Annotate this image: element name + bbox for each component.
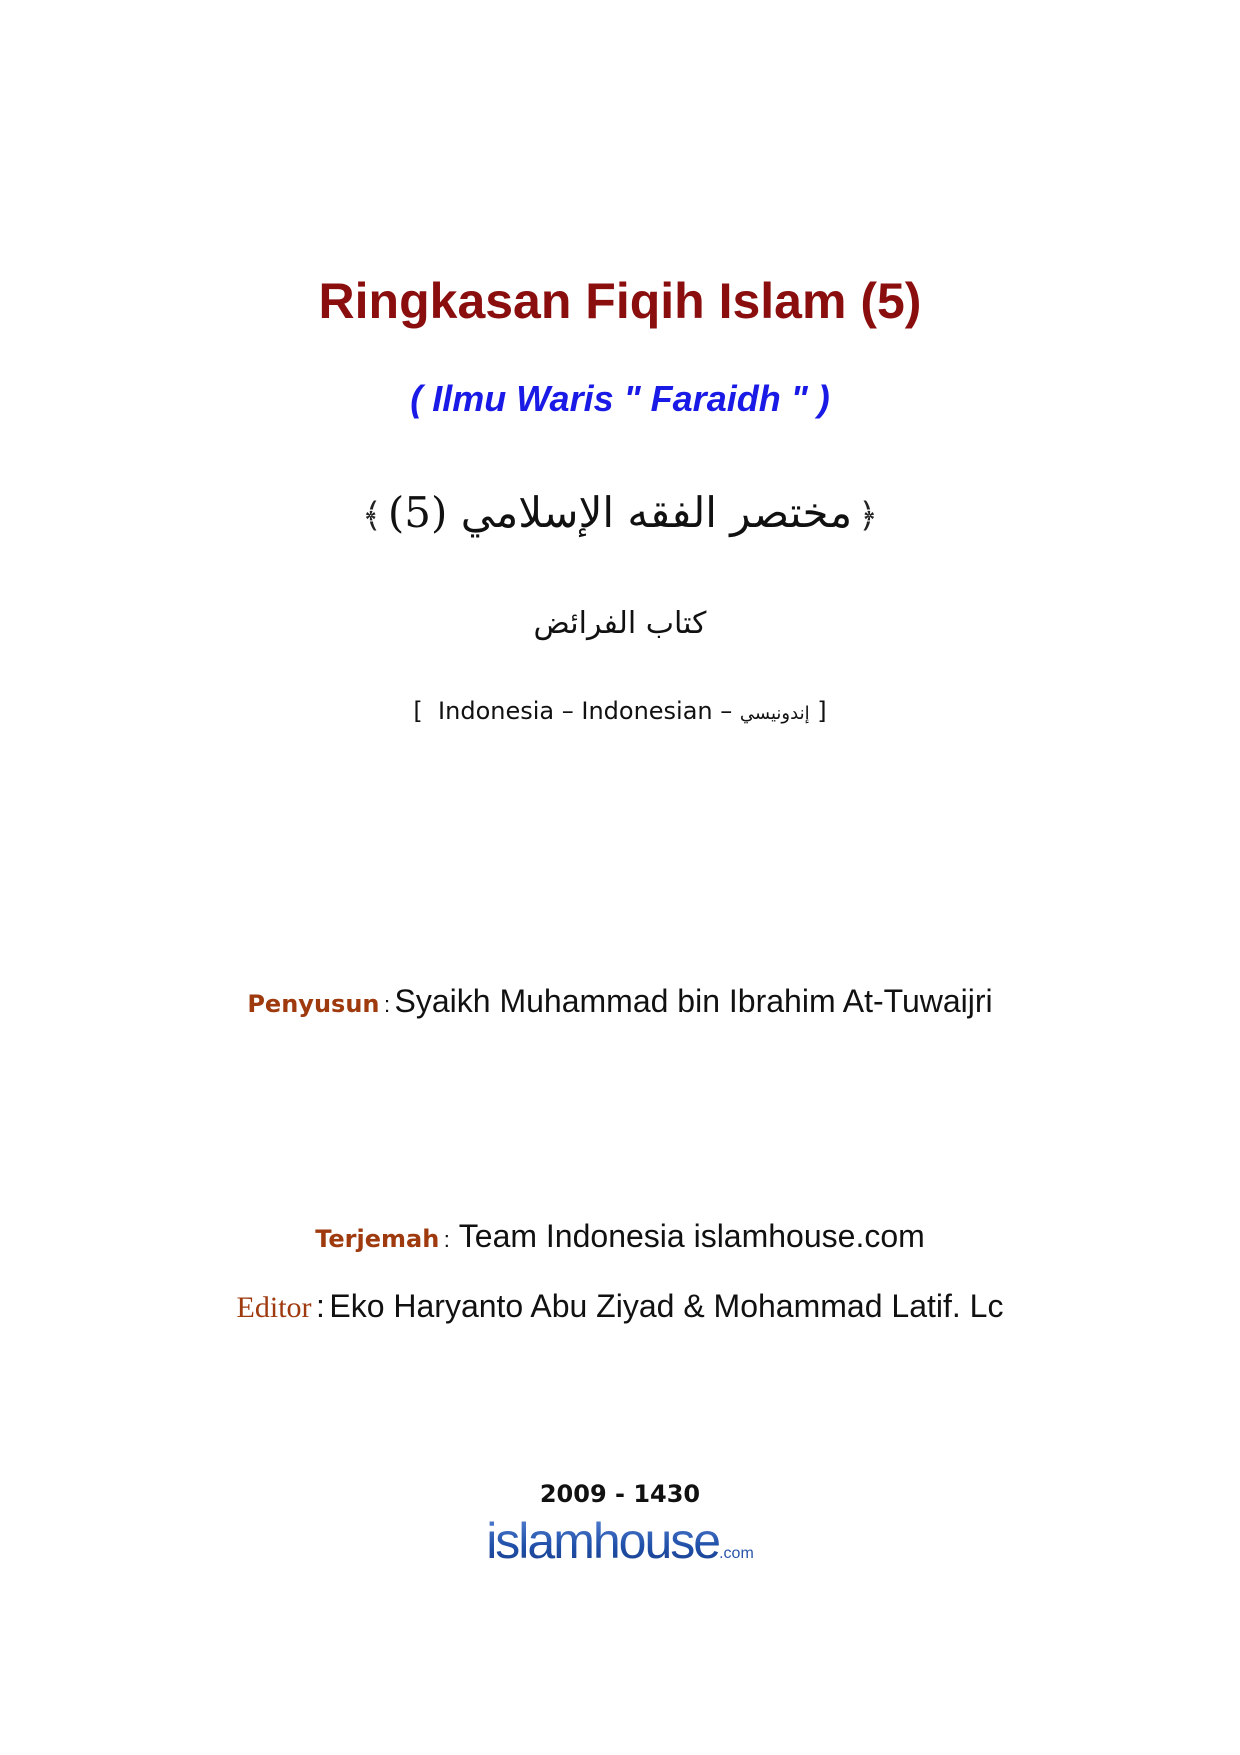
translator-name: Team Indonesia islamhouse.com — [458, 1218, 925, 1254]
open-bracket: [ — [413, 697, 423, 725]
book-subtitle: ( Ilmu Waris " Faraidh " ) — [410, 378, 830, 419]
arabic-subtitle: كتاب الفرائض — [533, 606, 707, 641]
arabic-title-text: مختصر الفقه الإسلامي (5) — [387, 488, 853, 537]
book-title: Ringkasan Fiqih Islam (5) — [318, 273, 922, 329]
author-name: Syaikh Muhammad bin Ibrahim At-Tuwaijri — [394, 983, 993, 1019]
editor-name: Eko Haryanto Abu Ziyad & Mohammad Latif. Lc — [329, 1288, 1004, 1324]
logo-tld: .com — [719, 1545, 754, 1562]
islamhouse-logo — [0, 1512, 1240, 1570]
translator-label: Terjemah — [315, 1225, 440, 1253]
logo-wordmark: islamhouse — [486, 1513, 720, 1569]
language-line — [0, 697, 1240, 725]
author-separator: : — [383, 992, 391, 1017]
author-label: Penyusun — [247, 990, 380, 1018]
editor-credit — [0, 1288, 1240, 1325]
translator-separator: : — [443, 1227, 450, 1252]
language-arabic: إندونيسي — [739, 703, 810, 724]
editor-separator: : — [316, 1288, 325, 1324]
arabic-title — [0, 488, 1240, 537]
author-credit — [0, 983, 1240, 1020]
translator-credit — [0, 1218, 1240, 1255]
close-bracket: ] — [817, 697, 827, 725]
publication-year: 2009 - 1430 — [539, 1480, 701, 1508]
ornament-bracket-icon: ﴾ — [361, 496, 382, 536]
language-text: Indonesia – Indonesian – — [438, 697, 733, 725]
ornament-bracket-icon: ﴿ — [858, 496, 879, 536]
editor-label: Editor — [236, 1291, 312, 1324]
